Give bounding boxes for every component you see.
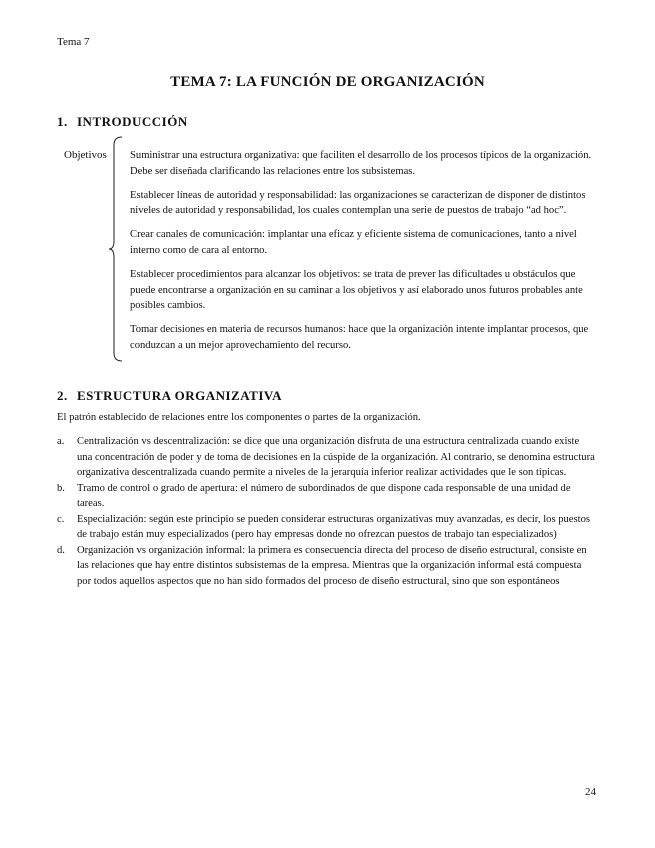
objectives-label: Objetivos xyxy=(64,149,107,161)
section-2-title: ESTRUCTURA ORGANIZATIVA xyxy=(77,388,282,403)
section-1-number: 1. xyxy=(57,114,68,129)
list-item-letter: d. xyxy=(57,544,65,556)
running-header: Tema 7 xyxy=(57,36,90,48)
list-item-letter: a. xyxy=(57,436,65,447)
objective-item: Crear canales de comunicación: implantar una eficaz y eficiente sistema de comunicaciones, tanto a nivel interno como de cara al entorno. xyxy=(130,229,577,256)
list-item xyxy=(57,434,597,481)
objective-item: Establecer líneas de autoridad y responsabilidad: las organizaciones se caracterizan de disponer de distintos niveles de autoridad y responsabilidad, los cuales contemplan una serie de puestos de trabajo “ad hoc”. xyxy=(130,189,586,217)
section-2-intro: El patrón establecido de relaciones entre los componentes o partes de la organización. xyxy=(57,412,421,423)
section-1-title: INTRODUCCIÓN xyxy=(77,114,188,129)
page-number: 24 xyxy=(585,786,596,798)
structure-list xyxy=(57,434,597,589)
section-2-heading xyxy=(57,388,282,404)
page-title: TEMA 7: LA FUNCIÓN DE ORGANIZACIÓN xyxy=(170,74,485,90)
list-item-text: Organización vs organización informal: la primera es consecuencia directa del proceso de diseño estructural, consiste en las relaciones que hay entre distintos subsistemas de la empresa. Mientras que la organización informal está compuesta por todos aquellos aspectos que no han sido formados del proceso de diseño estructural, sino que son espontáneos xyxy=(77,544,587,587)
objective-item: Establecer procedimientos para alcanzar los objetivos: se trata de prever las dificultades u obstáculos que puede encontrarse a organización en su caminar a los objetivos y así elaborado unos futuros probables ante posibles cambios. xyxy=(130,268,583,312)
list-item xyxy=(57,543,597,590)
objectives-list xyxy=(130,148,592,362)
objective-item: Tomar decisiones en materia de recursos humanos: hace que la organización intente implantar procesos, que conduzcan a un mejor aprovechamiento del recurso. xyxy=(130,324,589,351)
list-item-text: Especialización: según este principio se pueden considerar estructuras organizativas muy avanzadas, es decir, los puestos de trabajo están muy especializados (pero hay empresas donde no ofrezcan puestos de trabajo tan especializados) xyxy=(77,513,590,540)
section-1-heading xyxy=(57,114,188,130)
list-item-text: Centralización vs descentralización: se dice que una organización disfruta de una estructura centralizada cuando existe una concentración de poder y de toma de decisiones en la cúspide de la organización. Al contrario, se denomina estructura organizativa descentralizada cuando permite a niveles de la jerarquía inferior realizar actividades que le son típicas. xyxy=(77,436,595,478)
list-item xyxy=(57,512,597,543)
objective-item: Suministrar una estructura organizativa: que faciliten el desarrollo de los procesos típicos de la organización. Debe ser diseñada clarificando las relaciones entre los subsistemas. xyxy=(130,150,592,177)
list-item-text: Tramo de control o grado de apertura: el número de subordinados de que dispone cada responsable de una unidad de tareas. xyxy=(77,482,571,509)
objectives-brace xyxy=(108,136,126,362)
section-2-number: 2. xyxy=(57,388,68,403)
list-item-letter: c. xyxy=(57,513,65,525)
list-item xyxy=(57,481,597,512)
list-item-letter: b. xyxy=(57,482,65,494)
